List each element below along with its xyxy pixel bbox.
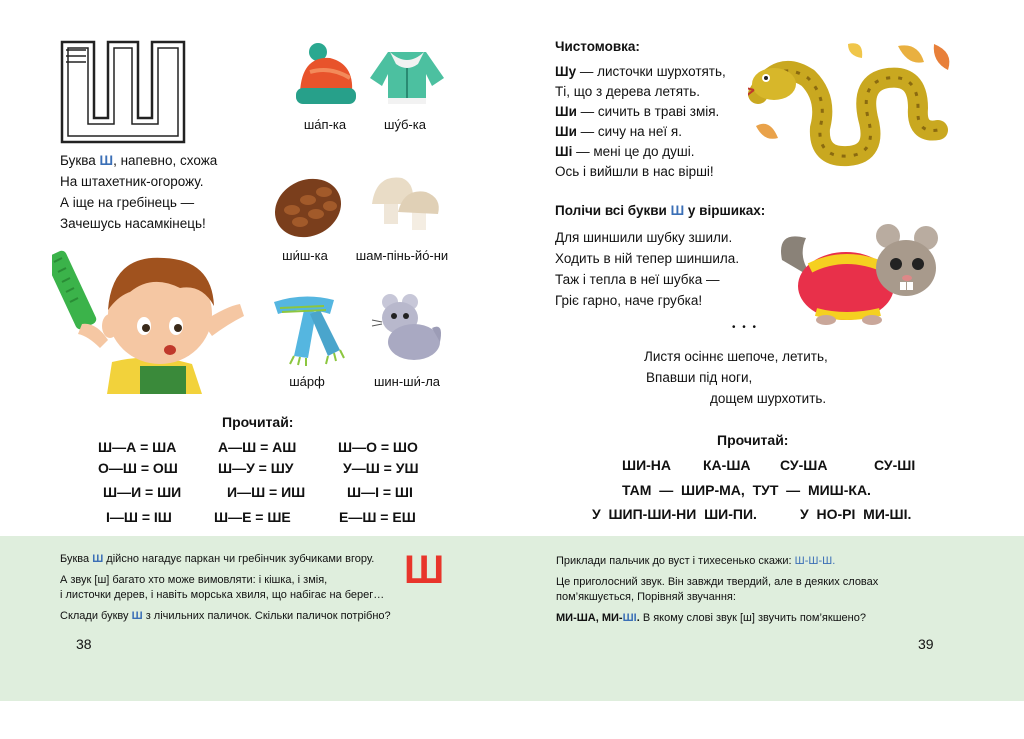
read-title-left: Прочитай: [222, 414, 294, 430]
note-line: Буква Ш дійсно нагадує паркан чи гребінчик зубчиками вгору. [60, 553, 375, 565]
chinchilla-in-coat-illustration [776, 220, 946, 328]
read-sentence: ТАМ — ШИР-МА, ТУТ — МИШ-КА. [622, 482, 871, 498]
letter-poem [60, 150, 217, 234]
mushrooms-icon [372, 170, 444, 234]
boy-with-comb-illustration [52, 244, 252, 394]
poem-line: Ши — сичить в траві змія. [555, 104, 720, 119]
syllable: Ш—Е = ШЕ [214, 509, 291, 525]
caption-hat: ша́п-ка [303, 117, 347, 132]
tongue-twister [555, 62, 726, 182]
caption-mushrooms: шам-пінь-йо́-ни [355, 248, 449, 263]
note-line: Приклади пальчик до вуст і тихесенько скажи: Ш-Ш-Ш. [556, 555, 836, 567]
caption-coat: шу́б-ка [384, 117, 426, 132]
note-line: і листочки дерев, і навіть морська хвиля, що набігає на берег… [60, 589, 385, 601]
chinchilla-icon [370, 292, 444, 364]
syllable: Ш—А = ША [98, 439, 177, 455]
read-word: СУ-ША [780, 457, 828, 473]
poem-line: Ось і вийшли в нас вірші! [555, 164, 714, 179]
page-number-right: 39 [918, 636, 934, 652]
poem-line: Зачешусь насамкінець! [60, 216, 206, 231]
read-title-right: Прочитай: [717, 432, 789, 448]
syllable: Ш—У = ШУ [218, 460, 294, 476]
caption-pinecone: ши́ш-ка [282, 248, 328, 263]
chinchilla-poem [555, 227, 739, 311]
note-line: А звук [ш] багато хто може вимовляти: і кішка, і змія, [60, 574, 328, 586]
poem-line: Буква Ш, напевно, схожа [60, 153, 218, 168]
poem-line: Для шиншили шубку зшили. [555, 230, 733, 245]
read-sentence: У ШИП-ШИ-НИ ШИ-ПИ. [592, 506, 757, 522]
poem-line: Шу — листочки шурхотять, [555, 64, 726, 79]
left-notes [60, 552, 410, 624]
caption-chinchilla: шин-ши́-ла [373, 374, 441, 389]
syllable: Е—Ш = ЕШ [339, 509, 416, 525]
note-line: Це приголосний звук. Він завжди твердий, але в деяких словах [556, 576, 879, 588]
pinecone-icon [268, 170, 348, 242]
poem-line: Ходить в ній тепер шиншила. [555, 251, 740, 266]
poem-line: дощем шурхотить. [710, 391, 827, 406]
syllable: Ш—И = ШИ [103, 484, 182, 500]
right-notes [556, 554, 916, 626]
snake-illustration [748, 38, 960, 168]
syllable: Ш—О = ШО [338, 439, 418, 455]
read-word: ШИ-НА [622, 457, 672, 473]
note-line: пом’якшується, Порівняй звучання: [556, 591, 736, 603]
red-letter-badge: Ш [404, 548, 445, 592]
poem-line: Листя осіннє шепоче, летить, [644, 349, 828, 364]
read-word: СУ-ШІ [874, 457, 916, 473]
syllable: У—Ш = УШ [343, 460, 419, 476]
note-line: МИ-ША, МИ-ШІ. В якому слові звук [ш] звучить пом’якшено? [556, 612, 866, 624]
leaves-poem [644, 346, 854, 409]
syllable: Ш—І = ШІ [347, 484, 413, 500]
read-word: КА-ША [703, 457, 751, 473]
syllable: О—Ш = ОШ [98, 460, 178, 476]
syllable: А—Ш = АШ [218, 439, 297, 455]
page-number-left: 38 [76, 636, 92, 652]
poem-line: На штахетник-огорожу. [60, 174, 204, 189]
syllable: И—Ш = ИШ [227, 484, 306, 500]
hat-icon [294, 42, 358, 108]
syllable: І—Ш = ІШ [106, 509, 172, 525]
section-divider-dots: • • • [732, 322, 759, 333]
coat-icon [368, 44, 446, 106]
poem-line: Таж і тепла в неї шубка — [555, 272, 720, 287]
read-sentence: У НО-РІ МИ-ШІ. [800, 506, 912, 522]
poem-line: А іще на гребінець — [60, 195, 195, 210]
count-letters-title: Полічи всі букви Ш у віршиках: [555, 203, 766, 218]
poem-line: Ті, що з дерева летять. [555, 84, 700, 99]
poem-line: Впавши під ноги, [646, 370, 753, 385]
big-letter-sh-icon [60, 40, 186, 144]
poem-line: Ші — мені це до душі. [555, 144, 695, 159]
tongue-twister-title: Чистомовка: [555, 39, 640, 54]
note-line: Склади букву Ш з лічильних паличок. Скільки паличок потрібно? [60, 610, 391, 622]
scarf-icon [264, 292, 350, 366]
poem-line: Гріє гарно, наче грубка! [555, 293, 703, 308]
poem-line: Ши — сичу на неї я. [555, 124, 682, 139]
caption-scarf: ша́рф [289, 374, 325, 389]
